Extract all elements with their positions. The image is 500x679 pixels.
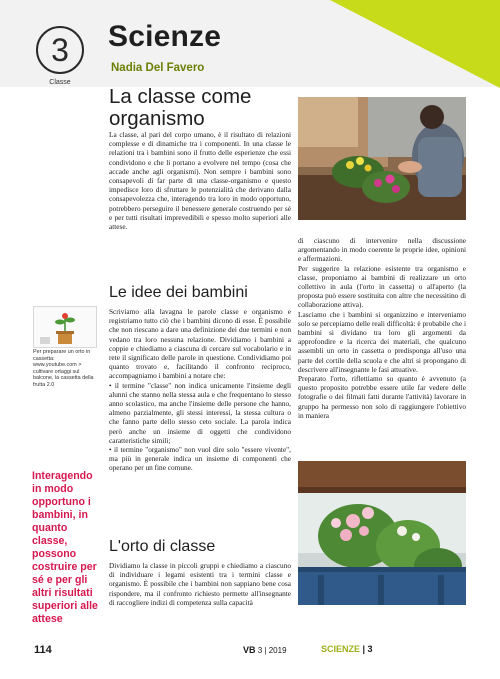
- footer-section-number: 3: [367, 644, 373, 654]
- section-garden-text: [109, 561, 291, 607]
- col2-paragraph-4: Preparato l'orto, riflettiamo su quanto è avvenuto (a questo proposito potrebbe essere utile far vedere delle fotografie o dei filmati fatti durante l'attività) lavorare in gruppo ha permesso non solo di raggiungere l'obiettivo in maniera: [298, 374, 466, 420]
- section-number-label: Classe: [49, 79, 71, 86]
- subject-title: Scienze: [108, 20, 222, 53]
- footer-section-name: SCIENZE: [321, 644, 361, 654]
- footer-section-label: SCIENZE | 3: [321, 644, 373, 654]
- section-garden-paragraph: Dividiamo la classe in piccoli gruppi e chiediamo a ciascuno di individuare i legami esistenti tra i termini classe e organismo. È possibile che i bambini non sappiano bene cosa rispondere, ma il confronto richiesto permette all'insegnante di raccogliere indizi di competenza sulla capacità: [109, 561, 291, 607]
- issue-number: 3 | 2019: [257, 646, 287, 655]
- section-ideas-bullet-2: • il termine "organismo" non vuol dire solo "essere vivente", ma più in generale indica un insieme di componenti che operano per un fine comune.: [109, 445, 291, 473]
- sidebar-plant-illustration: [33, 306, 97, 348]
- photo-children-planting: [298, 97, 466, 220]
- col2-paragraph-2: Per suggerire la relazione esistente tra organismo e classe, proponiamo ai bambini di realizzare un orto collettivo in aula (l'orto in cassetta) o all'aperto (la proposta può essere sostituita con altre che necessitino di collaborazione attiva).: [298, 263, 466, 310]
- author-name: Nadia Del Favero: [111, 62, 205, 74]
- header-accent-triangle: [330, 0, 500, 88]
- section-ideas-paragraph: Scriviamo alla lavagna le parole classe e organismo e registriamo tutto ciò che i bambini dicono di esse. È possibile che non riescano a dare una definizione dei due termini e non vedano tra loro nessuna relazione. Dividiamo i bambini a coppie e chiediamo a ciascuna di cercare sul vocabolario e in rete il significato delle parole in questione. Condividiamo poi quanto trovato e, facilitando il confronto reciproco, accompagniamo i bambini a notare che:: [109, 307, 291, 381]
- section-number: 3: [51, 31, 69, 68]
- article-column-2: [298, 236, 466, 420]
- section-title-ideas: Le idee dei bambini: [109, 284, 248, 301]
- magazine-issue: [243, 645, 287, 655]
- section-title-garden: L'orto di classe: [109, 538, 216, 555]
- article-title: La classe come organismo: [109, 85, 252, 130]
- col2-paragraph-3: Lasciamo che i bambini si organizzino e interveniamo solo se percepiamo delle reali difficoltà: è probabile che i bambini si dividano tra loro gli argomenti da approfondire e la ricerca dei materiali, che qualcuno assembli un orto in cassetta o predisponga all'uso una parte del cortile della scuola e che altri si propongano di descrivere all'insegnante le fasi attuative.: [298, 309, 466, 374]
- col2-paragraph-1: di ciascuno di intervenire nella discussione argomentando in modo coerente le proprie idee, opinioni e affermazioni.: [298, 236, 466, 264]
- photo-garden-crate: [298, 461, 466, 605]
- article-column-1: [109, 130, 291, 231]
- pullquote: Interagendo in modo opportuno i bambini, in quanto classe, possono costruire per sé e per gli altri risultati superiori alle attese: [32, 470, 98, 625]
- section-ideas-text: [109, 307, 291, 473]
- section-number-circle: [36, 26, 84, 74]
- magazine-logo: VB: [243, 645, 256, 655]
- intro-paragraph: La classe, al pari del corpo umano, è il risultato di relazioni complesse e di dinamiche tra i componenti. In una classe le relazioni tra i bambini sono il frutto delle esperienze che essi condividono e che li portano a evolvere nel tempo (cosa che accade anche agli organismi). Non sempre i bambini sono consapevoli di far parte di una classe-organismo e questo impedisce loro di sfruttare le potenzialità che derivano dalla consapevolezza che, interagendo tra loro in modo opportuno, potrebbero perseguire il benessere generale costruendo per sé e per tutti risultati imprevedibili e spesso molto superiori alle attese.: [109, 130, 291, 232]
- page-number: 114: [34, 644, 52, 656]
- section-ideas-bullet-1: • il termine "classe" non indica unicamente l'insieme degli alunni che stanno nella stessa aula e che frequentano lo stesso anno scolastico, ma anche l'insieme delle persone che hanno, almeno parzialmente, gli stessi interessi, la stessa cultura o che fanno parte dello stesso ceto sociale. La parola indica però anche un insieme di oggetti che condividono caratteristiche simili;: [109, 380, 291, 445]
- sidebar-caption: Per preparare un orto in cassetta: www.youtube.com > cultivare ortaggi sul balcone, la cassetta della frutta 2.0: [33, 349, 94, 388]
